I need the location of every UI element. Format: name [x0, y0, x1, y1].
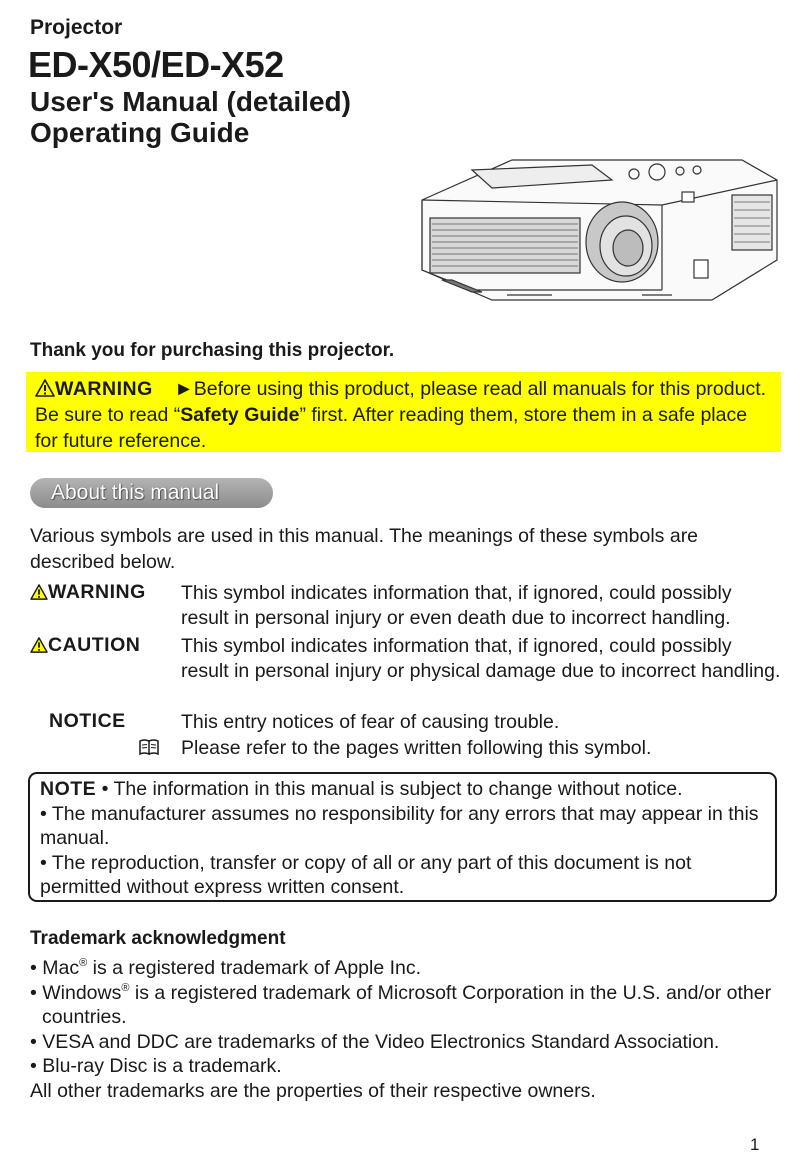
thank-you-text: Thank you for purchasing this projector. — [30, 340, 395, 361]
section-intro: Various symbols are used in this manual. The meanings of these symbols are described below. — [30, 525, 699, 573]
safety-warning-box — [26, 372, 781, 452]
note-box — [28, 772, 777, 902]
notice-symbol-desc: This entry notices of fear of causing trouble. — [181, 711, 560, 733]
caution-symbol-desc: This symbol indicates information that, if ignored, could possibly result in personal injury or physical damage due to incorrect handling. — [181, 635, 781, 682]
trademark-closing: All other trademarks are the properties of their respective owners. — [30, 1079, 596, 1102]
note-label: NOTE — [40, 778, 97, 800]
trademark-heading: Trademark acknowledgment — [30, 928, 286, 949]
warning-text-end: ” first. After reading them, store them in a safe place for future reference. — [35, 404, 748, 452]
note-item: • The reproduction, transfer or copy of all or any part of this document is not permitted without express written consent. — [40, 851, 692, 898]
list-item: • VESA and DDC are trademarks of the Video Electronics Standard Association. — [30, 1030, 720, 1053]
note-item: • The information in this manual is subject to change without notice. — [101, 778, 683, 800]
warning-symbol-text: WARNING — [48, 581, 146, 603]
list-item — [30, 956, 790, 981]
section-heading: About this manual — [30, 478, 273, 508]
projector-image — [412, 150, 782, 320]
book-symbol-desc: Please refer to the pages written following this symbol. — [181, 737, 652, 759]
warning-text: ►Before using this product, please read all manuals for this product. Be sure to read “ — [35, 378, 767, 426]
warning-symbol-label — [30, 581, 146, 604]
warning-triangle-icon — [30, 584, 48, 600]
safety-guide-ref: Safety Guide — [180, 404, 300, 426]
note-item: • The manufacturer assumes no responsibility for any errors that may appear in this manual. — [40, 802, 759, 849]
warning-symbol-desc: This symbol indicates information that, if ignored, could possibly result in personal injury or even death due to incorrect handling. — [181, 582, 732, 629]
list-item: • Blu-ray Disc is a trademark. — [30, 1055, 282, 1077]
trademark-list — [30, 956, 790, 1103]
warning-triangle-icon — [35, 379, 55, 397]
product-category: Projector — [30, 16, 123, 39]
page-number: 1 — [750, 1135, 760, 1154]
model-title: ED-X50/ED-X52 — [28, 44, 284, 85]
list-item — [30, 981, 790, 1030]
warning-label: WARNING — [55, 378, 153, 400]
windows-text: • Windows — [30, 981, 122, 1004]
book-icon — [138, 738, 160, 756]
notice-symbol-label: NOTICE — [49, 710, 126, 732]
registered-mark: ® — [79, 957, 88, 969]
mac-text: • Mac — [30, 957, 80, 979]
caution-symbol-text: CAUTION — [48, 634, 141, 656]
caution-triangle-icon — [30, 637, 48, 653]
windows-text-rest: is a registered trademark of Microsoft Corporation in the U.S. and/or other countries. — [42, 981, 772, 1028]
mac-text-rest: is a registered trademark of Apple Inc. — [87, 957, 422, 979]
caution-symbol-label — [30, 634, 140, 657]
guide-subtitle: Operating Guide — [30, 117, 250, 148]
manual-subtitle: User's Manual (detailed) — [30, 86, 351, 117]
registered-mark: ® — [121, 981, 130, 994]
